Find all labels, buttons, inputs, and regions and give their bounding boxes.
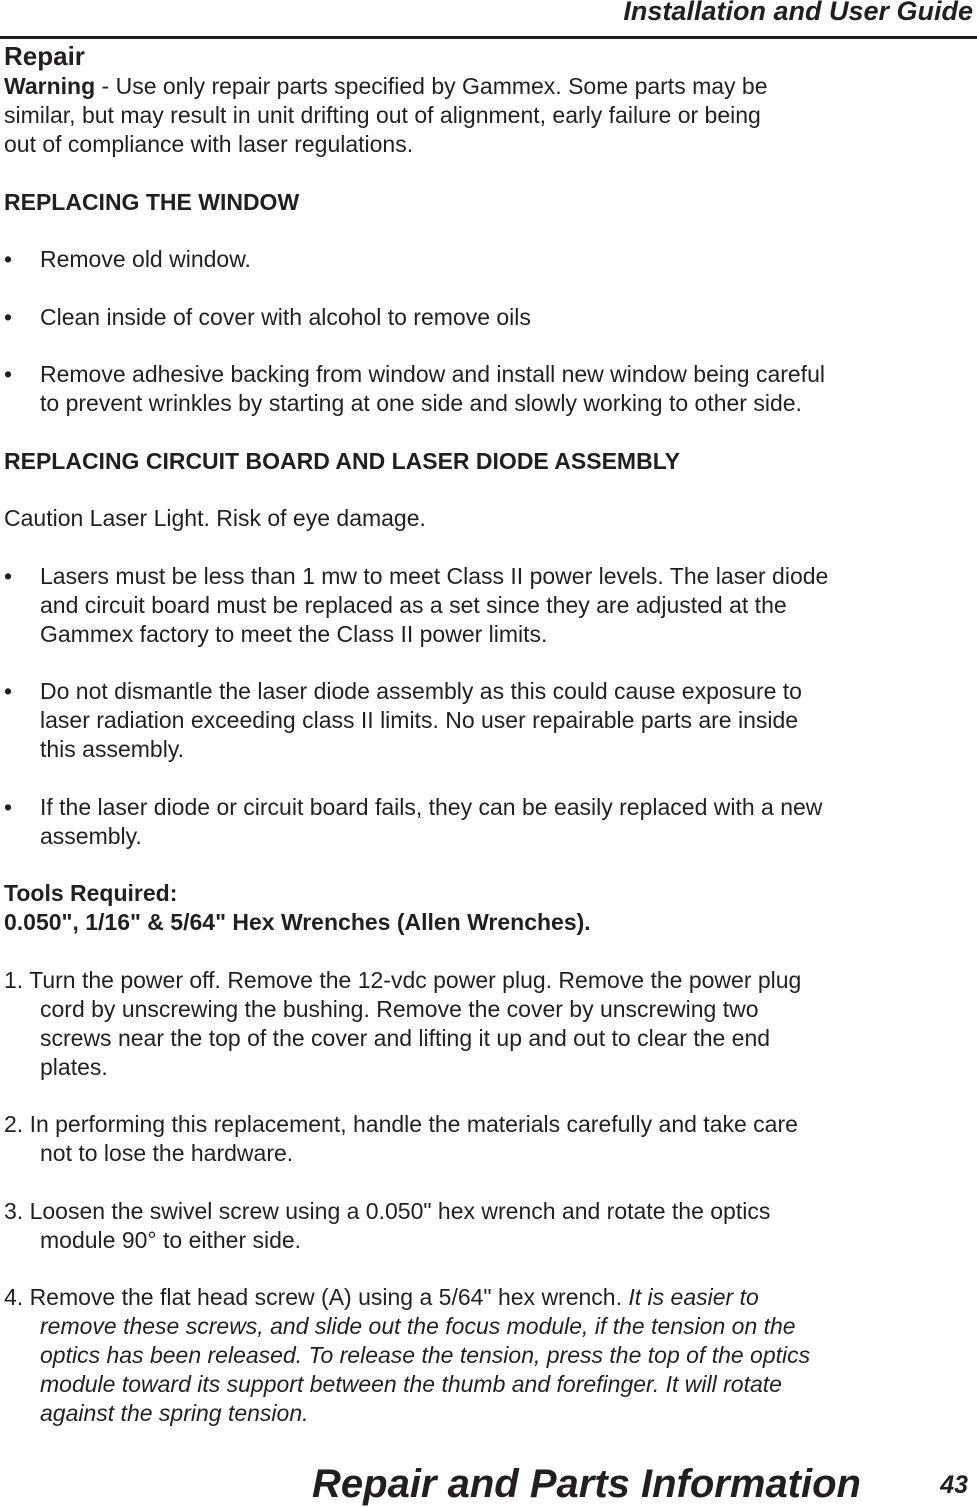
list-item (4, 677, 810, 764)
list-item (4, 562, 834, 649)
header-rule (0, 36, 977, 39)
list-item (4, 360, 830, 418)
bullet-glyph: • (4, 793, 13, 820)
step-item: 3. Loosen the swivel screw using a 0.050" hex wrench and rotate the optics module 90° to either side. (4, 1197, 771, 1253)
step-text: 4. Remove the flat head screw (A) using a 5/64" hex wrench. (4, 1284, 629, 1310)
warning-text: - Use only repair parts specified by Gammex. Some parts may be similar, but may result in unit drifting out of alignment, early failure or being out of compliance with laser regulations. (4, 73, 768, 157)
list-item-text: Clean inside of cover with alcohol to remove oils (40, 303, 531, 330)
list-item-text: Remove old window. (40, 246, 251, 272)
list-item (4, 793, 834, 851)
page-content (4, 40, 834, 1428)
step-item: 2. In performing this replacement, handle the materials carefully and take care not to lose the hardware. (4, 1111, 798, 1166)
bullet-glyph: • (4, 303, 13, 330)
step-item: 1. Turn the power off. Remove the 12-vdc power plug. Remove the power plug cord by unscrewing the bushing. Remove the cover by unscrewing two screws near the top of the cover and lifting it up and out to clear the end plates. (4, 966, 802, 1080)
bullet-glyph: • (4, 246, 13, 272)
warning-paragraph (4, 72, 774, 159)
list-item (4, 303, 834, 332)
list-item-text: Lasers must be less than 1 mw to meet Class II power levels. The laser diode and circuit board must be replaced as a set since they are adjusted at the Gammex factory to meet the Class II power limits. (40, 562, 829, 647)
window-heading: REPLACING THE WINDOW (4, 188, 300, 215)
list-item-text: Remove adhesive backing from window and install new window being careful to prevent wrinkles by starting at one side and slowly working to other side. (40, 361, 825, 416)
tools-list: 0.050", 1/16" & 5/64" Hex Wrenches (Allen Wrenches). (4, 909, 591, 935)
page-number: 43 (940, 1471, 968, 1499)
list-item (4, 245, 834, 274)
list-item-text: Do not dismantle the laser diode assembly as this could cause exposure to laser radiation exceeding class II limits. No user repairable parts are inside this assembly. (40, 678, 802, 762)
step-item (4, 1283, 834, 1428)
warning-label: Warning (4, 73, 96, 99)
bullet-glyph: • (4, 562, 13, 589)
running-header: Installation and User Guide (623, 0, 973, 26)
footer-title: Repair and Parts Information (312, 1462, 861, 1506)
circuit-heading: REPLACING CIRCUIT BOARD AND LASER DIODE ASSEMBLY (4, 447, 680, 474)
tools-label: Tools Required: (4, 880, 178, 906)
bullet-glyph: • (4, 361, 13, 387)
bullet-glyph: • (4, 678, 13, 704)
step-note: It is easier to remove these screws, and slide out the focus module, if the tension on the optics has been released. To release the tension, press the top of the optics module toward its support between the thumb and forefinger. It will rotate against the spring tension. (40, 1284, 811, 1426)
list-item-text: If the laser diode or circuit board fails, they can be easily replaced with a new assembly. (40, 793, 823, 849)
caution-text: Caution Laser Light. Risk of eye damage. (4, 505, 426, 531)
section-title: Repair (4, 41, 85, 71)
